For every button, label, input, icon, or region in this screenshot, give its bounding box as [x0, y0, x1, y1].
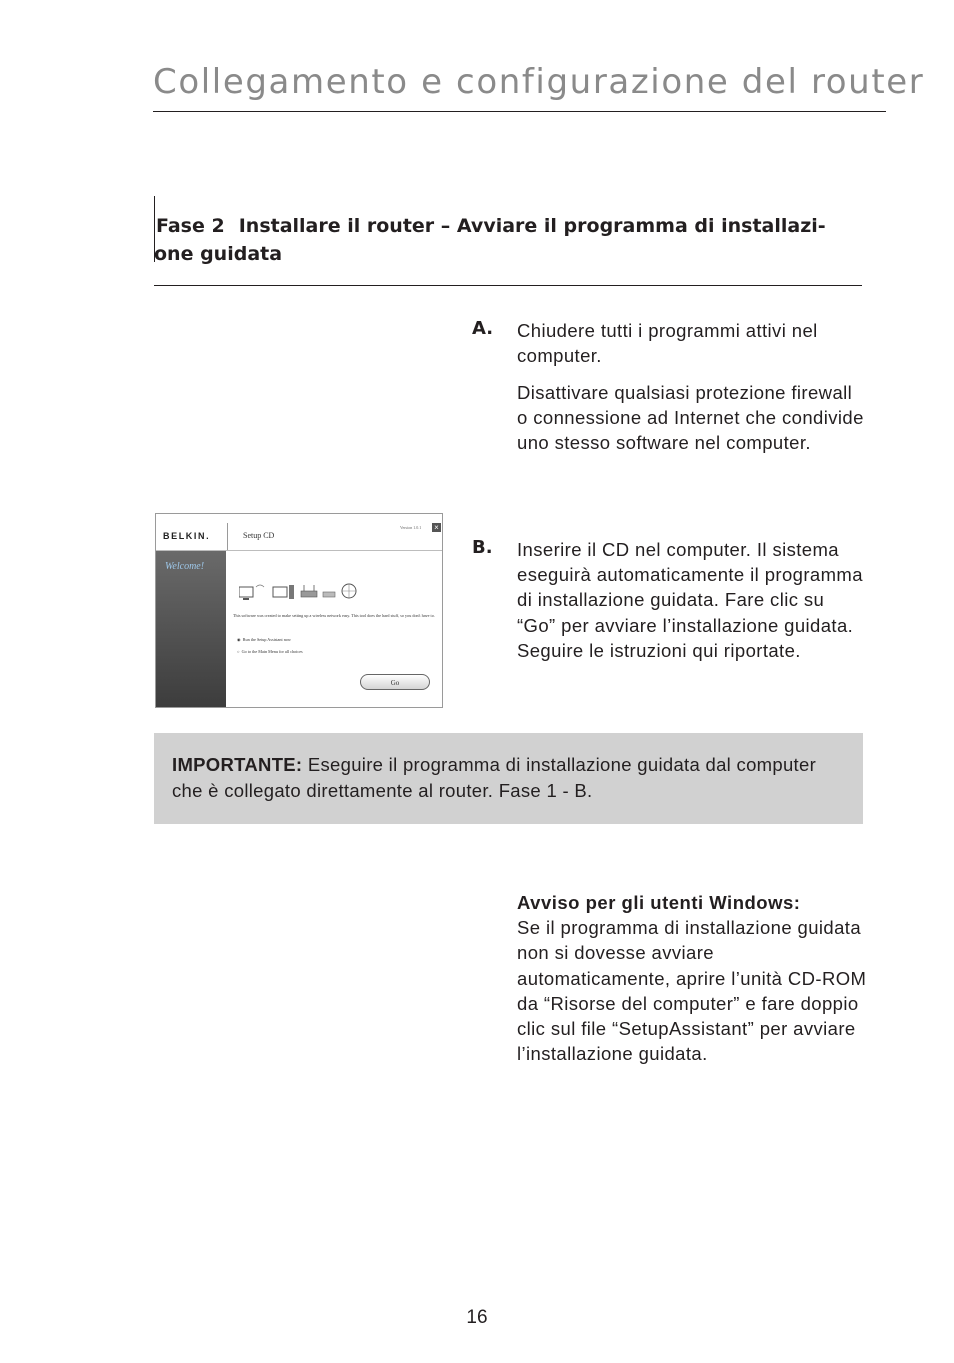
windows-note — [517, 890, 867, 1066]
screenshot-welcome: Welcome! — [165, 561, 205, 572]
screenshot-version: Version 1.0.1 — [400, 525, 422, 530]
network-diagram-icon — [239, 581, 359, 603]
screenshot-sidebar — [156, 551, 226, 708]
windows-note-heading: Avviso per gli utenti Windows: — [517, 892, 801, 913]
setup-cd-screenshot — [155, 513, 443, 708]
item-a-letter: A. — [472, 318, 494, 339]
screenshot-setup-label: Setup CD — [243, 531, 275, 540]
screenshot-option-2-label: Go to the Main Menu for all choices — [241, 649, 303, 654]
close-icon[interactable]: × — [432, 523, 441, 532]
screenshot-option-1[interactable]: ◉ Run the Setup Assistant now — [237, 637, 291, 642]
important-label: IMPORTANTE: — [172, 754, 303, 775]
go-button[interactable]: Go — [360, 674, 430, 690]
important-note-box — [154, 733, 863, 824]
screenshot-description: This software was created to make setting up a wireless network easy. This tool does the hard stuff, so you don't have to. — [233, 613, 435, 618]
important-note — [172, 752, 845, 804]
item-a-paragraph-1: Chiudere tutti i programmi attivi nel computer. — [517, 320, 818, 367]
screenshot-titlebar — [156, 514, 442, 551]
item-b-paragraph: Inserire il CD nel computer. Il sistema eseguirà automaticamente il programma di installazione guidata. Fare clic su “Go” per avviare l’installazione guidata. Seguire le istruzioni qui riportate. — [517, 539, 863, 661]
header-rule — [153, 111, 886, 112]
screenshot-divider — [227, 523, 228, 550]
screenshot-option-1-label: Run the Setup Assistant now — [242, 637, 291, 642]
step-heading — [154, 212, 854, 268]
important-text: Eseguire il programma di installazione guidata dal computer che è collegato direttamente al router. Fase 1 - B. — [172, 754, 817, 801]
step-title: Installare il router – Avviare il programma di installazi-one guidata — [154, 215, 826, 265]
item-a-paragraph-2: Disattivare qualsiasi protezione firewall o connessione ad Internet che condivide uno stesso software nel computer. — [517, 382, 864, 454]
step-number: Fase 2 — [156, 215, 225, 237]
belkin-logo: BELKIN. — [163, 531, 211, 541]
step-rule — [154, 285, 862, 286]
page-header-title: Collegamento e configurazione del router — [153, 62, 925, 102]
screenshot-option-2[interactable]: ○ Go to the Main Menu for all choices — [237, 649, 303, 654]
item-b-letter: B. — [472, 537, 493, 558]
windows-note-text: Se il programma di installazione guidata non si dovesse avviare automaticamente, aprire l’unità CD-ROM da “Risorse del computer” e fare doppio clic sul file “SetupAssistant” per avviare l’installazione guidata. — [517, 917, 867, 1065]
page-number: 16 — [466, 1307, 488, 1328]
screenshot-main — [227, 551, 442, 708]
